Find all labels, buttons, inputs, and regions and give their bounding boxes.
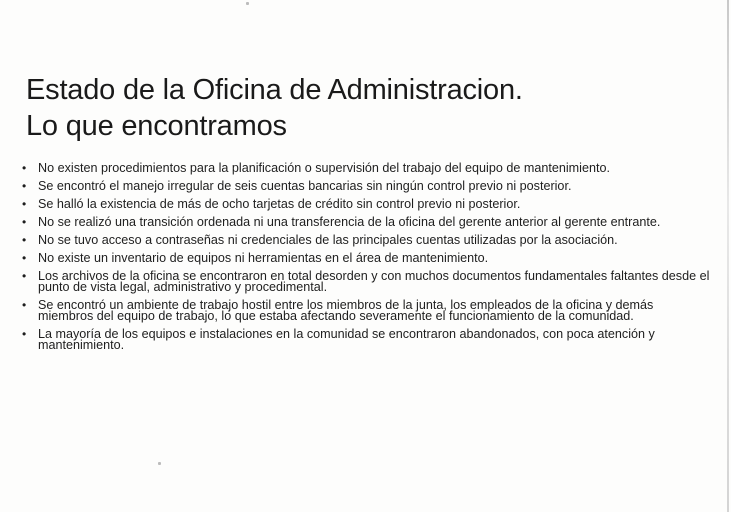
list-item [22, 163, 712, 174]
scan-edge [727, 0, 729, 512]
list-item-text: No se realizó una transición ordenada ni una transferencia de la oficina del gerente anterior al gerente entrante. [38, 215, 661, 229]
list-item [22, 271, 712, 293]
list-item-text: No existe un inventario de equipos ni herramientas en el área de mantenimiento. [38, 251, 489, 265]
scan-speck [246, 2, 249, 5]
title-line-2: Lo que encontramos [26, 110, 287, 142]
bullet-icon: • [22, 161, 27, 175]
list-item [22, 300, 712, 322]
list-item [22, 199, 712, 210]
bullet-icon: • [22, 233, 27, 247]
bullet-icon: • [22, 298, 27, 312]
bullet-icon: • [22, 269, 27, 283]
list-item-text: Se encontró el manejo irregular de seis cuentas bancarias sin ningún control previo ni posterior. [38, 179, 572, 193]
bullet-icon: • [22, 179, 27, 193]
findings-list [22, 163, 712, 358]
list-item-text: No existen procedimientos para la planificación o supervisión del trabajo del equipo de mantenimiento. [38, 161, 610, 175]
list-item-text: Los archivos de la oficina se encontraron en total desorden y con muchos documentos fundamentales faltantes desde el punto de vista legal, administrativo y procedimental. [38, 269, 710, 294]
list-item [22, 253, 712, 264]
bullet-icon: • [22, 215, 27, 229]
list-item [22, 217, 712, 228]
scan-speck [158, 462, 161, 465]
list-item [22, 235, 712, 246]
page-title [26, 72, 523, 144]
list-item-text: No se tuvo acceso a contraseñas ni credenciales de las principales cuentas utilizadas por la asociación. [38, 233, 618, 247]
list-item-text: Se halló la existencia de más de ocho tarjetas de crédito sin control previo ni posterior. [38, 197, 521, 211]
bullet-icon: • [22, 197, 27, 211]
bullet-icon: • [22, 327, 27, 341]
title-line-1: Estado de la Oficina de Administracion. [26, 74, 523, 106]
list-item-text: La mayoría de los equipos e instalaciones en la comunidad se encontraron abandonados, con poca atención y mantenimiento. [38, 327, 655, 352]
list-item [22, 181, 712, 192]
bullet-icon: • [22, 251, 27, 265]
list-item-text: Se encontró un ambiente de trabajo hostil entre los miembros de la junta, los empleados de la oficina y demás miembros del equipo de trabajo, lo que estaba afectando severamente el funcionamiento de la comunidad. [38, 298, 654, 323]
list-item [22, 329, 712, 351]
